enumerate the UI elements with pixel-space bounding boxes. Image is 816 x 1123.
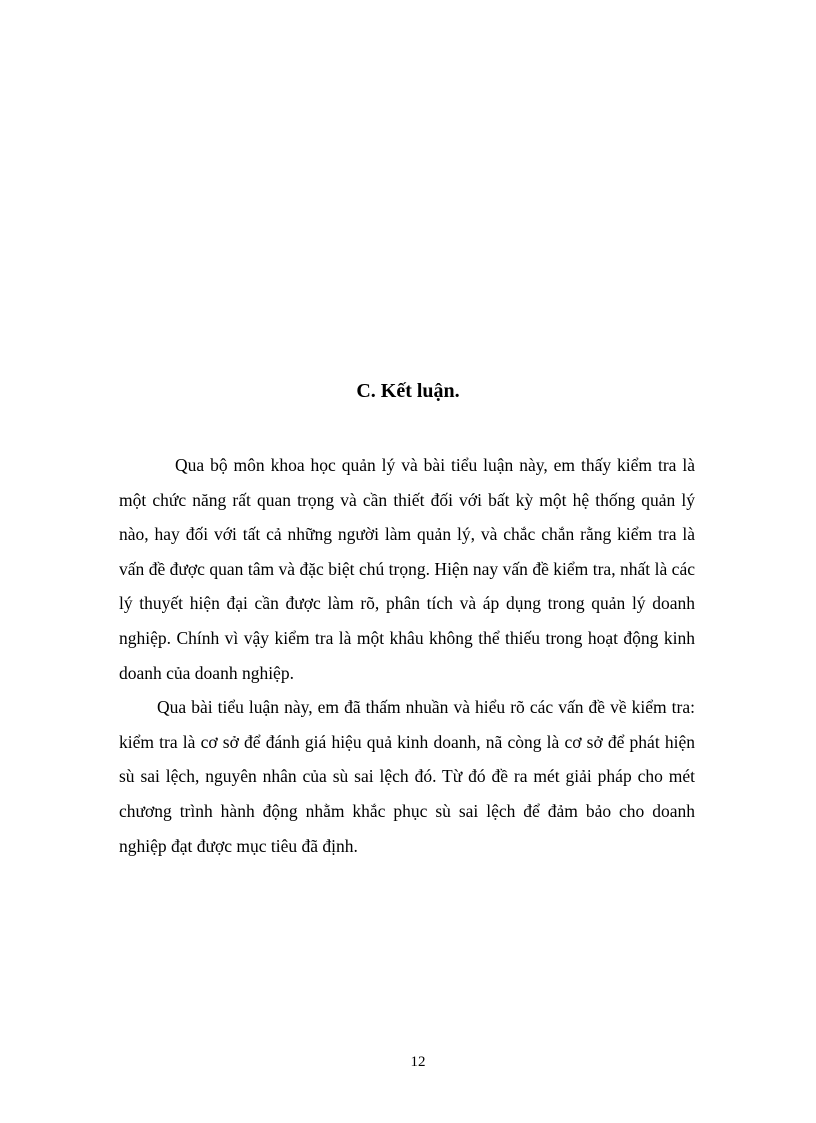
paragraph-1: Qua bộ môn khoa học quản lý và bài tiểu luận này, em thấy kiểm tra là một chức năng rất quan trọng và cần thiết đối với bất kỳ một hệ thống quản lý nào, hay đối với tất cả những người làm quản lý, và chắc chắn rằng kiểm tra là vấn đề được quan tâm và đặc biệt chú trọng. Hiện nay vấn đề kiểm tra, nhất là các lý thuyết hiện đại cần được làm rõ, phân tích và áp dụng trong quản lý doanh nghiệp. Chính vì vậy kiểm tra là một khâu không thể thiếu trong hoạt động kinh doanh của doanh nghiệp. xyxy=(119,455,695,683)
page-number: 12 xyxy=(410,1054,426,1070)
body-text xyxy=(119,448,695,863)
section-heading: C. Kết luận. xyxy=(356,380,460,402)
paragraph-2: Qua bài tiểu luận này, em đã thấm nhuần và hiểu rõ các vấn đề về kiểm tra: kiểm tra là cơ sở để đánh giá hiệu quả kinh doanh, nã còng là cơ sở để phát hiện sù sai lệch, nguyên nhân của sù sai lệch đó. Từ đó đề ra mét giải pháp cho mét chương trình hành động nhằm khắc phục sù sai lệch để đảm bảo cho doanh nghiệp đạt được mục tiêu đã định. xyxy=(119,697,695,856)
